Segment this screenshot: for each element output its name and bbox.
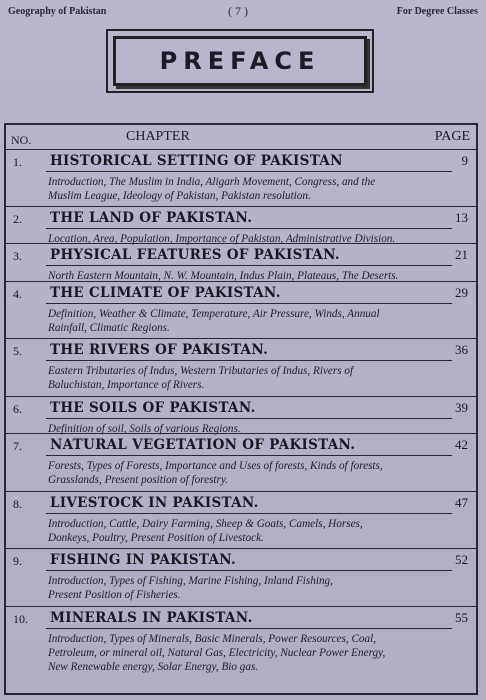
description-line: Definition, Weather & Climate, Temperature, Air Pressure, Winds, Annual (48, 308, 380, 320)
chapter-number: 6. (13, 402, 22, 416)
chapter-title: LIVESTOCK IN PAKISTAN. (50, 495, 259, 511)
chapter-number: 7. (13, 439, 22, 453)
chapter-page: 55 (455, 610, 468, 625)
description-line: Present Position of Fisheries. (48, 589, 181, 601)
description-line: Donkeys, Poultry, Present Position of Livestock. (48, 532, 264, 544)
chapter-page: 13 (455, 210, 468, 225)
description-line: Introduction, Types of Fishing, Marine Fishing, Inland Fishing, (48, 575, 333, 587)
chapter-number: 9. (13, 554, 22, 568)
title-underline (46, 455, 452, 456)
chapter-description (48, 517, 466, 545)
running-head-right: For Degree Classes (396, 6, 478, 17)
chapter-number: 5. (13, 344, 22, 358)
chapter-title: MINERALS IN PAKISTAN. (50, 610, 253, 626)
entry-separator (6, 433, 476, 434)
title-underline (46, 171, 452, 172)
entry-separator (6, 206, 476, 207)
chapter-page: 21 (455, 247, 468, 262)
chapter-description (48, 632, 466, 674)
description-line: Forests, Types of Forests, Importance and Uses of forests, Kinds of forests, (48, 460, 383, 472)
toc-header (6, 129, 476, 149)
title-frame (106, 29, 374, 93)
chapter-number: 8. (13, 497, 22, 511)
description-line: Definition of soil, Soils of various Regions. (48, 423, 241, 435)
header-page: PAGE (434, 129, 470, 144)
description-line: Muslim League, Ideology of Pakistan, Pakistan resolution. (48, 190, 311, 202)
chapter-page: 9 (461, 153, 468, 168)
chapter-number: 4. (13, 287, 22, 301)
chapter-number: 1. (13, 155, 22, 169)
page-number: ( 7 ) (228, 4, 248, 18)
chapter-page: 39 (455, 400, 468, 415)
description-line: Introduction, Cattle, Dairy Farming, Sheep & Goats, Camels, Horses, (48, 518, 363, 530)
header-chapter: CHAPTER (126, 129, 190, 144)
chapter-title: HISTORICAL SETTING OF PAKISTAN (50, 153, 343, 169)
chapter-description (48, 364, 466, 392)
description-line: Eastern Tributaries of Indus, Western Tributaries of Indus, Rivers of (48, 365, 354, 377)
chapter-page: 52 (455, 552, 468, 567)
chapter-page: 36 (455, 342, 468, 357)
chapter-description (48, 574, 466, 602)
chapter-description (48, 307, 466, 335)
header-no: NO. (11, 133, 32, 147)
title-underline (46, 265, 452, 266)
chapter-title: THE LAND OF PAKISTAN. (50, 210, 253, 226)
description-line: Introduction, Types of Minerals, Basic Minerals, Power Resources, Coal, (48, 633, 377, 645)
description-line: Rainfall, Climatic Regions. (48, 322, 170, 334)
title-underline (46, 513, 452, 514)
description-line: Location, Area, Population, Importance of Pakistan, Administrative Division. (48, 233, 396, 245)
description-line: New Renewable energy, Solar Energy, Bio gas. (48, 661, 259, 673)
entry-separator (6, 338, 476, 339)
chapter-title: THE CLIMATE OF PAKISTAN. (50, 285, 281, 301)
title-underline (46, 228, 452, 229)
description-line: Baluchistan, Importance of Rivers. (48, 379, 205, 391)
chapter-description (48, 175, 466, 203)
chapter-number: 3. (13, 249, 22, 263)
chapter-title: NATURAL VEGETATION OF PAKISTAN. (50, 437, 356, 453)
description-line: Petroleum, or mineral oil, Natural Gas, Electricity, Nuclear Power Energy, (48, 647, 386, 659)
chapter-title: PHYSICAL FEATURES OF PAKISTAN. (50, 247, 340, 263)
entry-separator (6, 281, 476, 282)
description-line: Introduction, The Muslim in India, Aligarh Movement, Congress, and the (48, 176, 376, 188)
chapter-description (48, 459, 466, 487)
description-line: Grasslands, Present position of forestry. (48, 474, 229, 486)
chapter-number: 10. (13, 612, 28, 626)
title-underline (46, 303, 452, 304)
entry-separator (6, 548, 476, 549)
chapter-page: 47 (455, 495, 468, 510)
chapter-title: FISHING IN PAKISTAN. (50, 552, 237, 568)
running-head-left: Geography of Pakistan (8, 6, 107, 17)
header-rule (6, 149, 476, 150)
title-box (113, 36, 367, 86)
title-underline (46, 360, 452, 361)
title-underline (46, 628, 452, 629)
chapter-title: THE SOILS OF PAKISTAN. (50, 400, 256, 416)
title-underline (46, 418, 452, 419)
entry-separator (6, 396, 476, 397)
chapter-page: 29 (455, 285, 468, 300)
chapter-number: 2. (13, 212, 22, 226)
chapter-page: 42 (455, 437, 468, 452)
description-line: North Eastern Mountain, N. W. Mountain, Indus Plain, Plateaus, The Deserts. (48, 270, 399, 282)
page-title: PREFACE (159, 47, 321, 75)
chapter-title: THE RIVERS OF PAKISTAN. (50, 342, 269, 358)
entry-separator (6, 606, 476, 607)
title-underline (46, 570, 452, 571)
entry-separator (6, 243, 476, 244)
running-head (8, 4, 478, 20)
table-of-contents (4, 123, 478, 695)
entry-separator (6, 491, 476, 492)
